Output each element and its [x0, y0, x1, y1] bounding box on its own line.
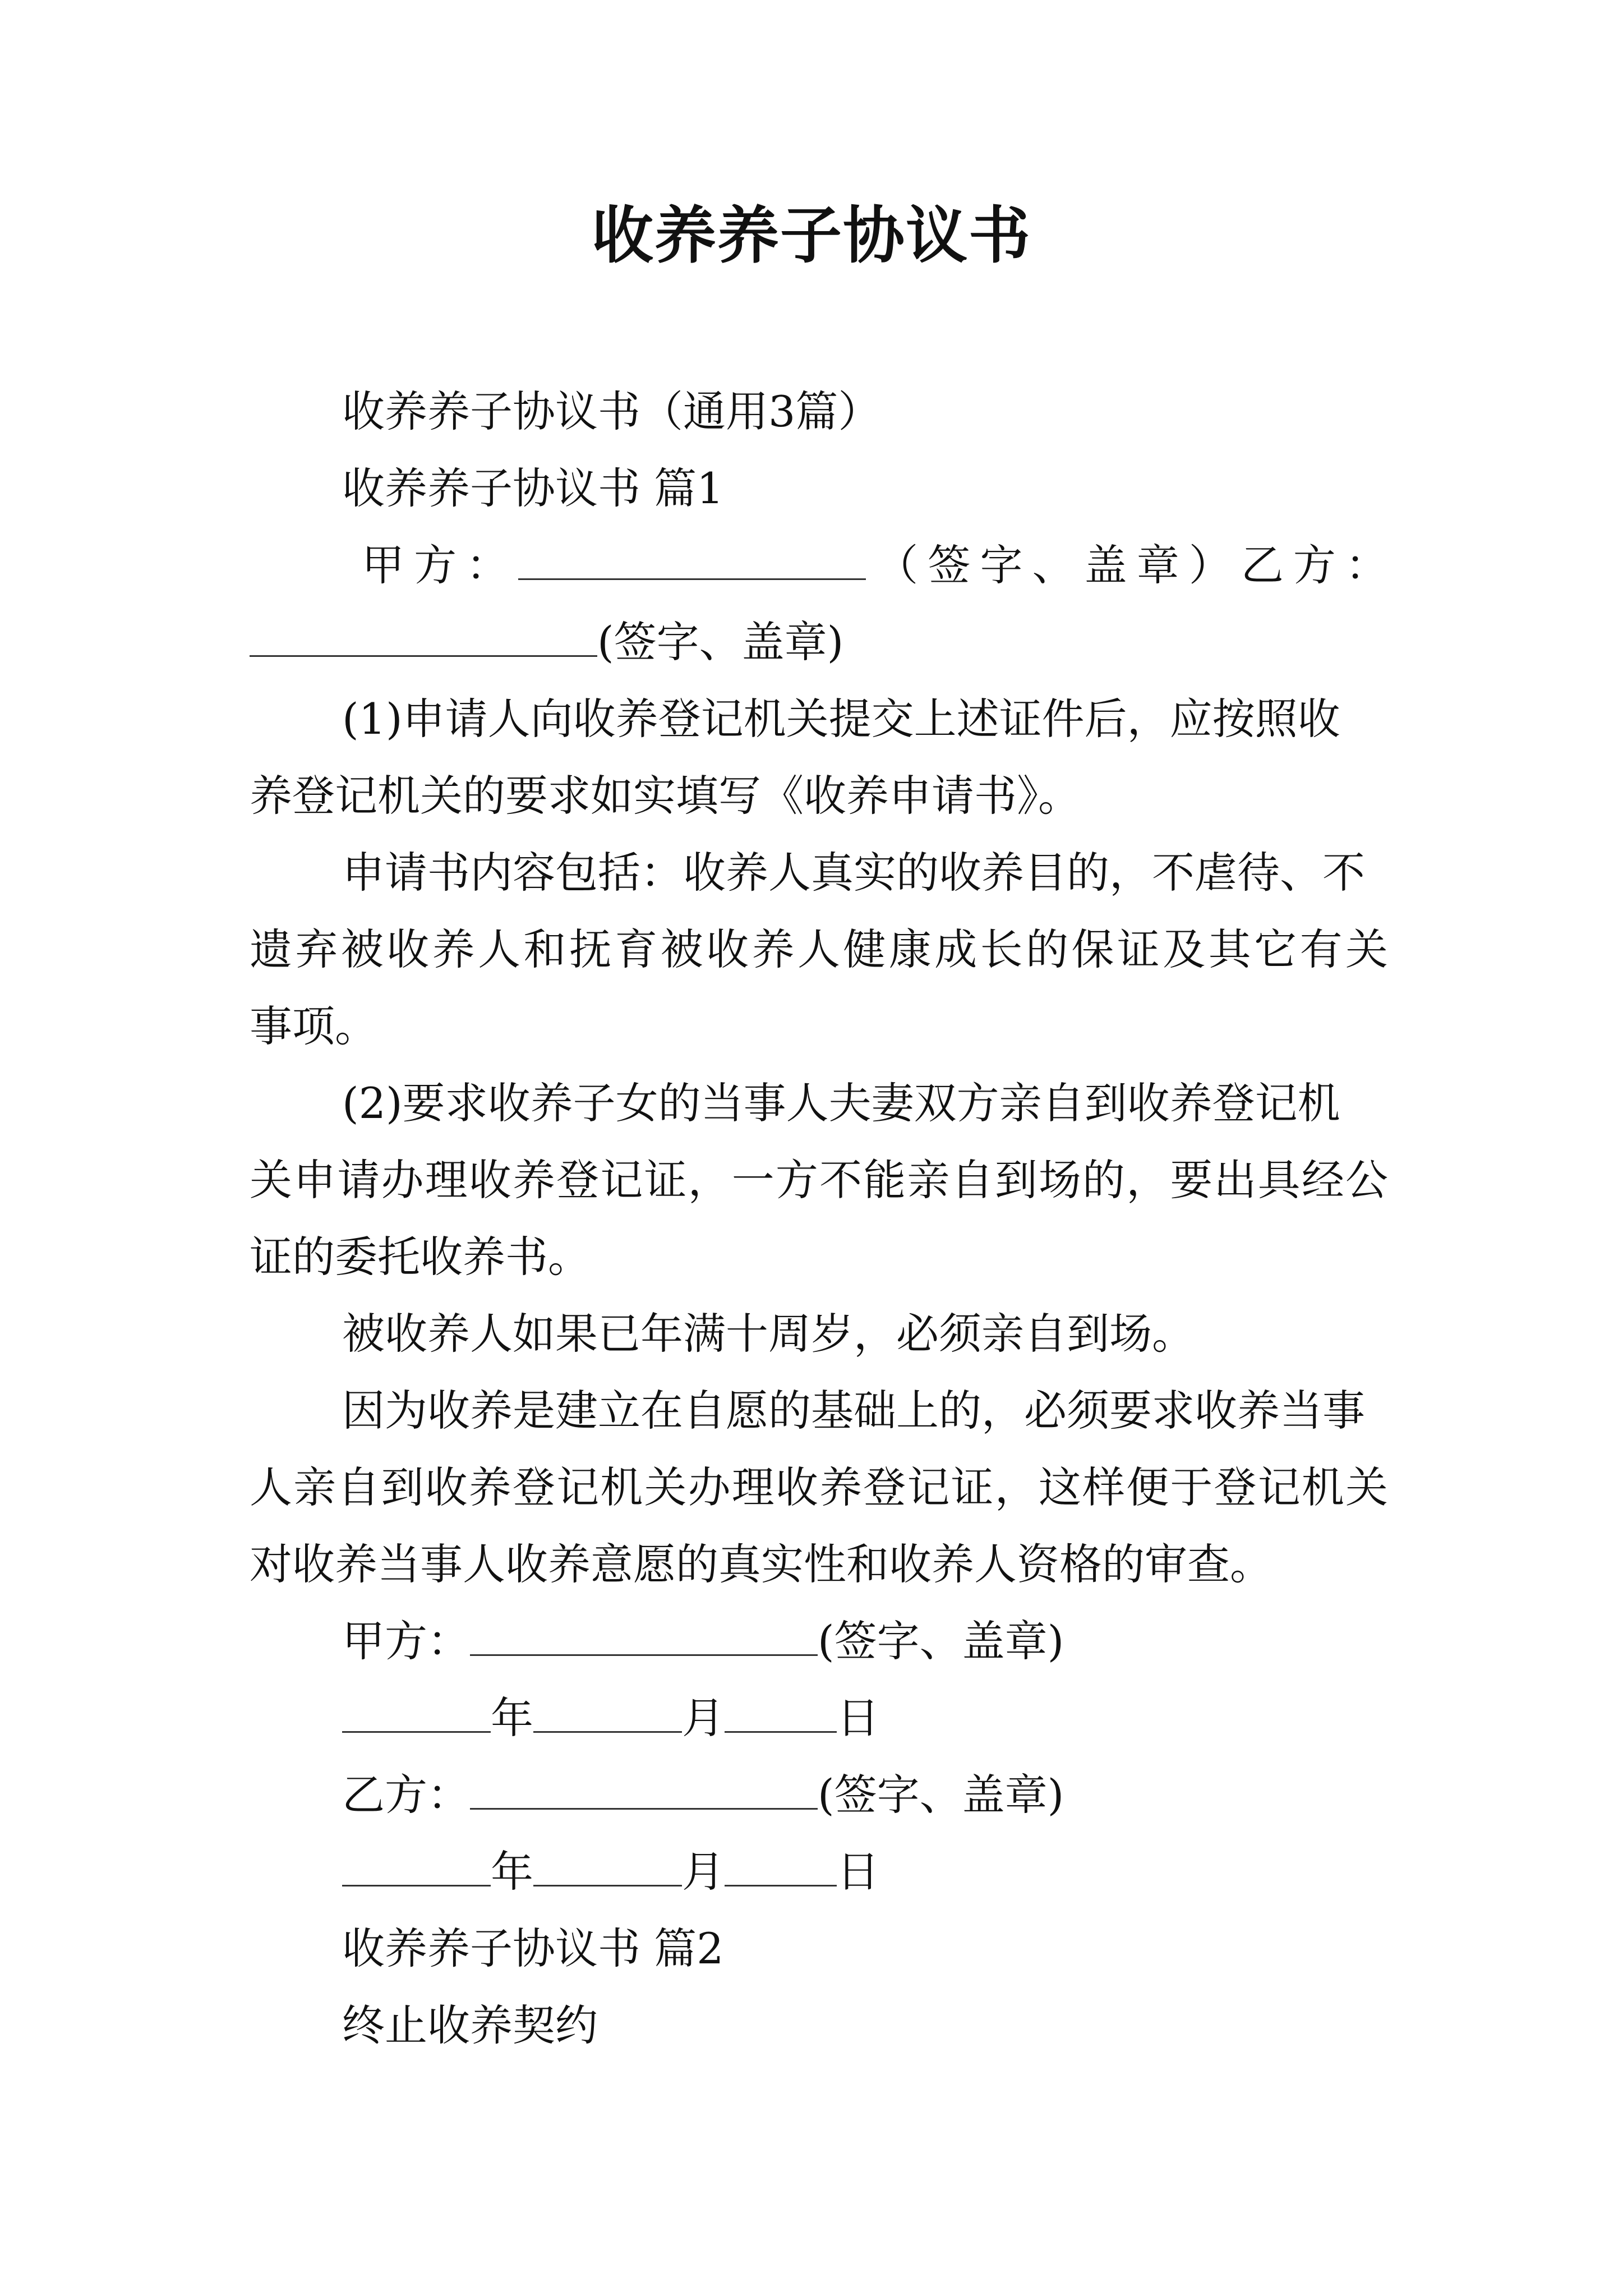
sign-a-blank: [470, 1616, 818, 1656]
document-subtitle: 收养养子协议书（通用3篇）: [342, 386, 881, 436]
paragraph-2-line-1: 申请书内容包括：收养人真实的收养目的，不虐待、不: [342, 848, 1365, 898]
date-a-year-label: 年: [491, 1693, 533, 1743]
section-1-heading: 收养养子协议书 篇1: [342, 463, 724, 513]
date-line-a: [342, 1687, 879, 1749]
signature-line-a: [342, 1611, 1064, 1672]
party-line-b: [250, 611, 1388, 673]
party-line-a: [362, 535, 1388, 596]
date-b-day-label: 日: [837, 1847, 879, 1897]
date-b-year-label: 年: [491, 1847, 533, 1897]
paragraph-4: 被收养人如果已年满十周岁，必须亲自到场。: [342, 1309, 1195, 1359]
sign-a-suffix: (签字、盖章): [818, 1616, 1064, 1666]
date-line-b: [342, 1841, 879, 1903]
date-a-day-label: 日: [837, 1693, 879, 1743]
paragraph-5-line-1: 因为收养是建立在自愿的基础上的，必须要求收养当事: [342, 1386, 1365, 1435]
date-b-month-blank: [533, 1847, 682, 1887]
date-a-year-blank: [342, 1693, 491, 1733]
date-b-year-blank: [342, 1847, 491, 1887]
party-b-suffix: (签字、盖章): [597, 617, 844, 667]
sign-b-suffix: (签字、盖章): [818, 1770, 1064, 1820]
party-a-signature-blank: [518, 540, 866, 580]
paragraph-3-line-2: 关申请办理收养登记证，一方不能亲自到场的，要出具经公: [250, 1155, 1388, 1205]
date-b-month-label: 月: [682, 1847, 725, 1897]
paragraph-5-line-3: 对收养当事人收养意愿的真实性和收养人资格的审查。: [250, 1539, 1272, 1589]
paragraph-3-line-3: 证的委托收养书。: [250, 1232, 591, 1282]
signature-line-b: [342, 1764, 1064, 1826]
sign-b-blank: [470, 1770, 818, 1810]
sign-a-label: 甲方：: [342, 1616, 470, 1666]
paragraph-5-line-2: 人亲自到收养登记机关办理收养登记证，这样便于登记机关: [250, 1462, 1388, 1512]
date-a-month-blank: [533, 1693, 682, 1733]
paragraph-3-line-1: (2)要求收养子女的当事人夫妻双方亲自到收养登记机: [342, 1078, 1340, 1128]
date-a-month-label: 月: [682, 1693, 725, 1743]
section-2-heading: 收养养子协议书 篇2: [342, 1924, 724, 1973]
document-title: 收养养子协议书: [592, 199, 1031, 272]
paragraph-2-line-2: 遗弃被收养人和抚育被收养人健康成长的保证及其它有关: [250, 924, 1388, 974]
sign-b-label: 乙方：: [342, 1770, 470, 1820]
date-a-day-blank: [725, 1693, 837, 1733]
party-b-signature-blank: [250, 617, 597, 657]
party-a-label: 甲方：: [362, 540, 519, 590]
section-2-first-line: 终止收养契约: [342, 2000, 598, 2050]
paragraph-1-line-2: 养登记机关的要求如实填写《收养申请书》。: [250, 771, 1081, 821]
date-b-day-blank: [725, 1847, 837, 1887]
paragraph-1-line-1: (1)申请人向收养登记机关提交上述证件后，应按照收: [342, 694, 1340, 744]
party-a-suffix: （签字、盖章）乙方：: [866, 540, 1389, 590]
paragraph-2-line-3: 事项。: [250, 1001, 377, 1051]
